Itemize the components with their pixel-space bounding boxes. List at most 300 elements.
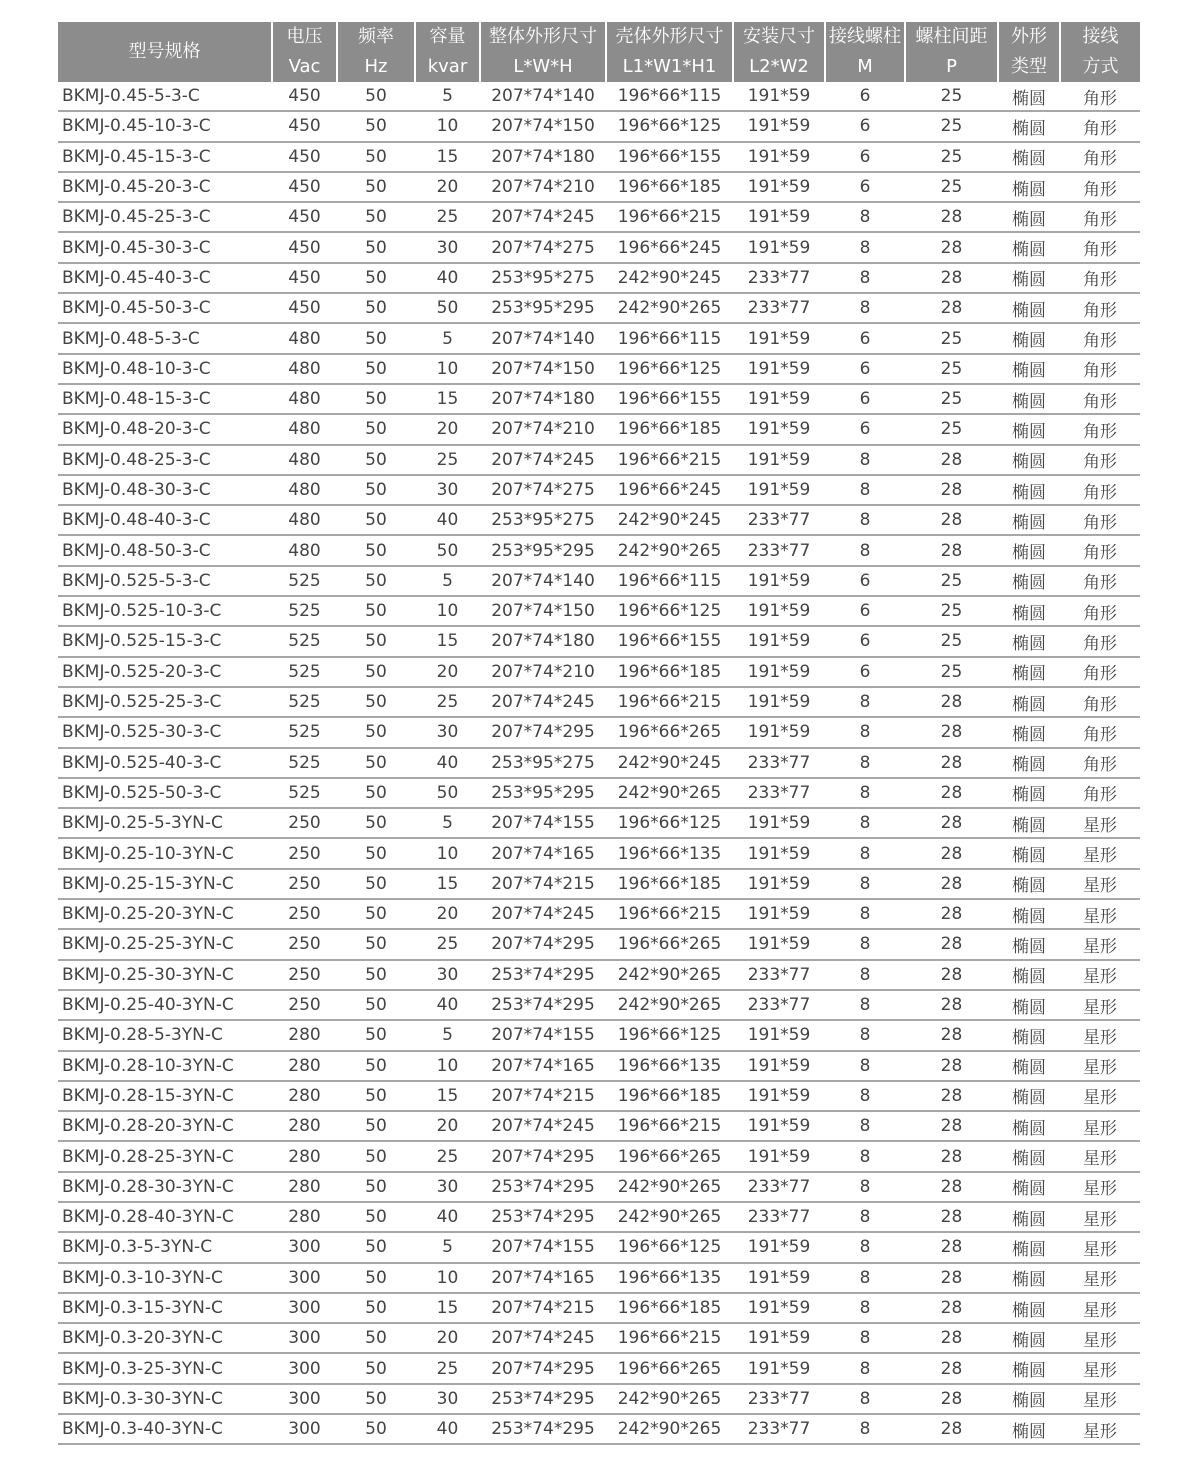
cell-voltage: 525 — [272, 596, 337, 626]
cell-terminal-stud: 8 — [825, 748, 905, 778]
cell-overall-size: 207*74*245 — [480, 1323, 606, 1353]
cell-model-spec: BKMJ-0.25-25-3YN-C — [58, 929, 272, 959]
cell-overall-size: 207*74*140 — [480, 323, 606, 353]
cell-frequency: 50 — [337, 899, 415, 929]
cell-frequency: 50 — [337, 445, 415, 475]
cell-overall-size: 207*74*180 — [480, 384, 606, 414]
cell-terminal-stud: 8 — [825, 960, 905, 990]
cell-connection-method: 星形 — [1060, 899, 1140, 929]
cell-shell-size: 242*90*265 — [606, 778, 733, 808]
cell-capacity: 15 — [415, 1293, 480, 1323]
column-header-line: P — [946, 56, 957, 77]
cell-connection-method: 星形 — [1060, 1202, 1140, 1232]
cell-overall-size: 253*95*275 — [480, 263, 606, 293]
cell-mounting-size: 233*77 — [733, 1414, 825, 1444]
cell-capacity: 5 — [415, 323, 480, 353]
cell-connection-method: 角形 — [1060, 445, 1140, 475]
table-row — [58, 748, 1140, 778]
cell-model-spec: BKMJ-0.45-30-3-C — [58, 232, 272, 262]
table-row — [58, 626, 1140, 656]
cell-frequency: 50 — [337, 475, 415, 505]
cell-connection-method: 星形 — [1060, 1051, 1140, 1081]
cell-voltage: 525 — [272, 748, 337, 778]
cell-capacity: 15 — [415, 1081, 480, 1111]
cell-model-spec: BKMJ-0.28-30-3YN-C — [58, 1172, 272, 1202]
cell-mounting-size: 191*59 — [733, 142, 825, 172]
cell-shell-size: 242*90*245 — [606, 263, 733, 293]
cell-voltage: 525 — [272, 717, 337, 747]
cell-capacity: 15 — [415, 626, 480, 656]
cell-connection-method: 角形 — [1060, 778, 1140, 808]
table-row — [58, 1020, 1140, 1050]
cell-overall-size: 207*74*155 — [480, 1232, 606, 1262]
cell-frequency: 50 — [337, 202, 415, 232]
cell-shape-type: 椭圆 — [998, 263, 1060, 293]
cell-voltage: 280 — [272, 1172, 337, 1202]
cell-shape-type: 椭圆 — [998, 172, 1060, 202]
column-header-connection-method — [1060, 22, 1140, 82]
cell-capacity: 20 — [415, 899, 480, 929]
cell-voltage: 450 — [272, 142, 337, 172]
cell-shape-type: 椭圆 — [998, 111, 1060, 141]
cell-voltage: 525 — [272, 687, 337, 717]
cell-mounting-size: 191*59 — [733, 354, 825, 384]
cell-connection-method: 角形 — [1060, 414, 1140, 444]
cell-capacity: 5 — [415, 808, 480, 838]
cell-voltage: 300 — [272, 1414, 337, 1444]
column-header-line: Vac — [288, 56, 321, 77]
cell-model-spec: BKMJ-0.28-5-3YN-C — [58, 1020, 272, 1050]
cell-model-spec: BKMJ-0.525-30-3-C — [58, 717, 272, 747]
cell-connection-method: 角形 — [1060, 535, 1140, 565]
cell-terminal-stud: 8 — [825, 990, 905, 1020]
cell-terminal-stud: 8 — [825, 1202, 905, 1232]
cell-shape-type: 椭圆 — [998, 626, 1060, 656]
cell-mounting-size: 191*59 — [733, 838, 825, 868]
cell-mounting-size: 233*77 — [733, 960, 825, 990]
cell-frequency: 50 — [337, 142, 415, 172]
cell-stud-spacing: 28 — [905, 1263, 998, 1293]
table-row — [58, 475, 1140, 505]
table-row — [58, 414, 1140, 444]
cell-terminal-stud: 6 — [825, 354, 905, 384]
cell-frequency: 50 — [337, 808, 415, 838]
cell-capacity: 50 — [415, 293, 480, 323]
cell-connection-method: 角形 — [1060, 142, 1140, 172]
cell-stud-spacing: 25 — [905, 384, 998, 414]
cell-frequency: 50 — [337, 1232, 415, 1262]
cell-mounting-size: 191*59 — [733, 566, 825, 596]
cell-terminal-stud: 6 — [825, 323, 905, 353]
cell-stud-spacing: 25 — [905, 323, 998, 353]
cell-model-spec: BKMJ-0.28-40-3YN-C — [58, 1202, 272, 1232]
cell-model-spec: BKMJ-0.48-20-3-C — [58, 414, 272, 444]
cell-voltage: 480 — [272, 505, 337, 535]
cell-stud-spacing: 28 — [905, 929, 998, 959]
cell-frequency: 50 — [337, 717, 415, 747]
cell-capacity: 25 — [415, 202, 480, 232]
cell-overall-size: 253*74*295 — [480, 1202, 606, 1232]
cell-shape-type: 椭圆 — [998, 1353, 1060, 1383]
cell-terminal-stud: 6 — [825, 384, 905, 414]
table-row — [58, 82, 1140, 111]
cell-stud-spacing: 25 — [905, 354, 998, 384]
cell-model-spec: BKMJ-0.28-10-3YN-C — [58, 1051, 272, 1081]
cell-capacity: 30 — [415, 1172, 480, 1202]
cell-shell-size: 196*66*265 — [606, 717, 733, 747]
cell-frequency: 50 — [337, 1384, 415, 1414]
cell-voltage: 250 — [272, 869, 337, 899]
cell-shell-size: 196*66*185 — [606, 657, 733, 687]
cell-mounting-size: 191*59 — [733, 232, 825, 262]
cell-stud-spacing: 25 — [905, 142, 998, 172]
cell-capacity: 15 — [415, 869, 480, 899]
cell-model-spec: BKMJ-0.48-25-3-C — [58, 445, 272, 475]
cell-shape-type: 椭圆 — [998, 1263, 1060, 1293]
cell-shape-type: 椭圆 — [998, 323, 1060, 353]
cell-shape-type: 椭圆 — [998, 1293, 1060, 1323]
cell-overall-size: 207*74*140 — [480, 566, 606, 596]
cell-frequency: 50 — [337, 414, 415, 444]
cell-stud-spacing: 28 — [905, 1414, 998, 1444]
cell-stud-spacing: 25 — [905, 414, 998, 444]
cell-overall-size: 207*74*140 — [480, 82, 606, 111]
cell-stud-spacing: 28 — [905, 899, 998, 929]
cell-shell-size: 196*66*245 — [606, 232, 733, 262]
cell-terminal-stud: 8 — [825, 1263, 905, 1293]
cell-shell-size: 196*66*215 — [606, 445, 733, 475]
cell-capacity: 15 — [415, 142, 480, 172]
cell-shell-size: 196*66*115 — [606, 82, 733, 111]
cell-capacity: 20 — [415, 414, 480, 444]
table-row — [58, 717, 1140, 747]
cell-mounting-size: 191*59 — [733, 657, 825, 687]
cell-terminal-stud: 8 — [825, 1172, 905, 1202]
cell-stud-spacing: 28 — [905, 535, 998, 565]
cell-mounting-size: 191*59 — [733, 687, 825, 717]
cell-shape-type: 椭圆 — [998, 1020, 1060, 1050]
cell-voltage: 450 — [272, 202, 337, 232]
cell-shell-size: 242*90*265 — [606, 1384, 733, 1414]
cell-stud-spacing: 28 — [905, 808, 998, 838]
cell-terminal-stud: 8 — [825, 899, 905, 929]
cell-frequency: 50 — [337, 232, 415, 262]
column-header-line: 螺柱间距 — [915, 26, 988, 47]
cell-frequency: 50 — [337, 354, 415, 384]
cell-frequency: 50 — [337, 838, 415, 868]
cell-connection-method: 星形 — [1060, 990, 1140, 1020]
cell-frequency: 50 — [337, 748, 415, 778]
cell-voltage: 525 — [272, 657, 337, 687]
cell-shell-size: 196*66*185 — [606, 1081, 733, 1111]
cell-frequency: 50 — [337, 505, 415, 535]
cell-shape-type: 椭圆 — [998, 899, 1060, 929]
table-row — [58, 384, 1140, 414]
spec-table — [58, 22, 1140, 1445]
cell-overall-size: 207*74*295 — [480, 1353, 606, 1383]
cell-shell-size: 242*90*265 — [606, 990, 733, 1020]
cell-capacity: 5 — [415, 566, 480, 596]
cell-model-spec: BKMJ-0.48-30-3-C — [58, 475, 272, 505]
cell-model-spec: BKMJ-0.28-15-3YN-C — [58, 1081, 272, 1111]
cell-overall-size: 207*74*245 — [480, 687, 606, 717]
cell-model-spec: BKMJ-0.45-20-3-C — [58, 172, 272, 202]
cell-frequency: 50 — [337, 929, 415, 959]
cell-shape-type: 椭圆 — [998, 202, 1060, 232]
cell-stud-spacing: 28 — [905, 293, 998, 323]
cell-mounting-size: 191*59 — [733, 1323, 825, 1353]
table-row — [58, 1353, 1140, 1383]
cell-model-spec: BKMJ-0.45-40-3-C — [58, 263, 272, 293]
cell-capacity: 10 — [415, 1051, 480, 1081]
cell-capacity: 40 — [415, 990, 480, 1020]
cell-terminal-stud: 8 — [825, 1141, 905, 1171]
column-header-line: 接线螺柱 — [829, 26, 901, 47]
cell-shell-size: 196*66*125 — [606, 354, 733, 384]
cell-connection-method: 角形 — [1060, 626, 1140, 656]
cell-mounting-size: 191*59 — [733, 929, 825, 959]
cell-terminal-stud: 8 — [825, 232, 905, 262]
table-row — [58, 111, 1140, 141]
cell-terminal-stud: 8 — [825, 687, 905, 717]
cell-stud-spacing: 28 — [905, 869, 998, 899]
cell-terminal-stud: 8 — [825, 445, 905, 475]
cell-terminal-stud: 8 — [825, 293, 905, 323]
cell-shell-size: 242*90*265 — [606, 1172, 733, 1202]
cell-capacity: 25 — [415, 1141, 480, 1171]
cell-shape-type: 椭圆 — [998, 929, 1060, 959]
cell-overall-size: 207*74*150 — [480, 111, 606, 141]
cell-mounting-size: 191*59 — [733, 1081, 825, 1111]
table-row — [58, 899, 1140, 929]
cell-connection-method: 星形 — [1060, 929, 1140, 959]
cell-model-spec: BKMJ-0.525-15-3-C — [58, 626, 272, 656]
cell-overall-size: 253*74*295 — [480, 960, 606, 990]
table-row — [58, 929, 1140, 959]
cell-capacity: 5 — [415, 82, 480, 111]
cell-capacity: 30 — [415, 717, 480, 747]
cell-mounting-size: 191*59 — [733, 475, 825, 505]
cell-mounting-size: 191*59 — [733, 717, 825, 747]
cell-stud-spacing: 28 — [905, 1353, 998, 1383]
cell-mounting-size: 191*59 — [733, 1141, 825, 1171]
cell-shell-size: 196*66*155 — [606, 384, 733, 414]
column-header-capacity — [415, 22, 480, 82]
cell-voltage: 250 — [272, 838, 337, 868]
cell-overall-size: 207*74*295 — [480, 929, 606, 959]
cell-shell-size: 196*66*125 — [606, 596, 733, 626]
cell-stud-spacing: 28 — [905, 1172, 998, 1202]
cell-shell-size: 242*90*245 — [606, 748, 733, 778]
cell-terminal-stud: 8 — [825, 1111, 905, 1141]
table-row — [58, 566, 1140, 596]
cell-overall-size: 253*74*295 — [480, 1384, 606, 1414]
cell-overall-size: 207*74*210 — [480, 172, 606, 202]
cell-terminal-stud: 6 — [825, 596, 905, 626]
cell-model-spec: BKMJ-0.525-50-3-C — [58, 778, 272, 808]
cell-mounting-size: 191*59 — [733, 82, 825, 111]
cell-mounting-size: 191*59 — [733, 1232, 825, 1262]
cell-model-spec: BKMJ-0.3-30-3YN-C — [58, 1384, 272, 1414]
cell-shell-size: 196*66*125 — [606, 1020, 733, 1050]
cell-terminal-stud: 6 — [825, 82, 905, 111]
cell-shell-size: 242*90*265 — [606, 1414, 733, 1444]
column-header-line: 安装尺寸 — [743, 26, 815, 47]
cell-model-spec: BKMJ-0.3-40-3YN-C — [58, 1414, 272, 1444]
cell-model-spec: BKMJ-0.25-5-3YN-C — [58, 808, 272, 838]
cell-stud-spacing: 28 — [905, 1232, 998, 1262]
column-header-terminal-stud — [825, 22, 905, 82]
cell-connection-method: 星形 — [1060, 808, 1140, 838]
cell-connection-method: 角形 — [1060, 172, 1140, 202]
cell-connection-method: 角形 — [1060, 111, 1140, 141]
cell-frequency: 50 — [337, 1051, 415, 1081]
cell-capacity: 40 — [415, 1414, 480, 1444]
cell-overall-size: 253*74*295 — [480, 1414, 606, 1444]
cell-overall-size: 253*74*295 — [480, 990, 606, 1020]
cell-model-spec: BKMJ-0.45-5-3-C — [58, 82, 272, 111]
cell-shell-size: 196*66*155 — [606, 142, 733, 172]
cell-terminal-stud: 8 — [825, 475, 905, 505]
cell-mounting-size: 191*59 — [733, 111, 825, 141]
column-header-overall-size — [480, 22, 606, 82]
cell-shell-size: 196*66*135 — [606, 1263, 733, 1293]
cell-shape-type: 椭圆 — [998, 748, 1060, 778]
column-header-line: kvar — [427, 56, 468, 77]
cell-shell-size: 196*66*185 — [606, 1293, 733, 1323]
cell-shell-size: 196*66*115 — [606, 323, 733, 353]
cell-stud-spacing: 28 — [905, 445, 998, 475]
cell-terminal-stud: 8 — [825, 1051, 905, 1081]
cell-frequency: 50 — [337, 1293, 415, 1323]
cell-stud-spacing: 25 — [905, 172, 998, 202]
cell-terminal-stud: 8 — [825, 1353, 905, 1383]
cell-model-spec: BKMJ-0.25-40-3YN-C — [58, 990, 272, 1020]
cell-mounting-size: 233*77 — [733, 535, 825, 565]
cell-overall-size: 253*95*295 — [480, 293, 606, 323]
table-row — [58, 1111, 1140, 1141]
cell-connection-method: 角形 — [1060, 384, 1140, 414]
cell-shape-type: 椭圆 — [998, 293, 1060, 323]
cell-shape-type: 椭圆 — [998, 354, 1060, 384]
table-row — [58, 445, 1140, 475]
column-header-voltage — [272, 22, 337, 82]
cell-shell-size: 196*66*185 — [606, 172, 733, 202]
cell-capacity: 30 — [415, 960, 480, 990]
cell-shell-size: 196*66*115 — [606, 566, 733, 596]
cell-model-spec: BKMJ-0.3-10-3YN-C — [58, 1263, 272, 1293]
cell-capacity: 40 — [415, 1202, 480, 1232]
cell-shape-type: 椭圆 — [998, 232, 1060, 262]
cell-shell-size: 242*90*265 — [606, 293, 733, 323]
cell-model-spec: BKMJ-0.525-5-3-C — [58, 566, 272, 596]
cell-connection-method: 星形 — [1060, 1414, 1140, 1444]
cell-shell-size: 196*66*155 — [606, 626, 733, 656]
cell-capacity: 30 — [415, 232, 480, 262]
cell-mounting-size: 191*59 — [733, 414, 825, 444]
cell-connection-method: 角形 — [1060, 82, 1140, 111]
cell-shape-type: 椭圆 — [998, 1111, 1060, 1141]
cell-capacity: 20 — [415, 1111, 480, 1141]
cell-voltage: 480 — [272, 475, 337, 505]
cell-connection-method: 星形 — [1060, 1020, 1140, 1050]
table-row — [58, 869, 1140, 899]
cell-frequency: 50 — [337, 82, 415, 111]
cell-voltage: 280 — [272, 1111, 337, 1141]
cell-connection-method: 角形 — [1060, 505, 1140, 535]
cell-connection-method: 星形 — [1060, 1172, 1140, 1202]
cell-terminal-stud: 8 — [825, 535, 905, 565]
cell-mounting-size: 191*59 — [733, 808, 825, 838]
cell-shape-type: 椭圆 — [998, 445, 1060, 475]
table-row — [58, 535, 1140, 565]
cell-stud-spacing: 28 — [905, 232, 998, 262]
column-header-line: Hz — [364, 56, 388, 77]
cell-connection-method: 角形 — [1060, 263, 1140, 293]
cell-mounting-size: 191*59 — [733, 1111, 825, 1141]
cell-capacity: 20 — [415, 1323, 480, 1353]
column-header-line: L1*W1*H1 — [622, 56, 717, 77]
cell-terminal-stud: 6 — [825, 414, 905, 444]
cell-connection-method: 角形 — [1060, 566, 1140, 596]
cell-shell-size: 196*66*215 — [606, 899, 733, 929]
table-row — [58, 505, 1140, 535]
cell-shape-type: 椭圆 — [998, 142, 1060, 172]
cell-model-spec: BKMJ-0.48-5-3-C — [58, 323, 272, 353]
cell-overall-size: 253*95*275 — [480, 748, 606, 778]
table-row — [58, 293, 1140, 323]
cell-overall-size: 207*74*245 — [480, 445, 606, 475]
column-header-shell-size — [606, 22, 733, 82]
cell-overall-size: 207*74*150 — [480, 354, 606, 384]
cell-terminal-stud: 6 — [825, 142, 905, 172]
cell-stud-spacing: 28 — [905, 505, 998, 535]
column-header-line: M — [857, 56, 873, 77]
cell-mounting-size: 191*59 — [733, 1020, 825, 1050]
cell-stud-spacing: 28 — [905, 202, 998, 232]
table-row — [58, 960, 1140, 990]
cell-overall-size: 207*74*275 — [480, 475, 606, 505]
cell-stud-spacing: 25 — [905, 566, 998, 596]
cell-model-spec: BKMJ-0.48-15-3-C — [58, 384, 272, 414]
cell-model-spec: BKMJ-0.525-40-3-C — [58, 748, 272, 778]
cell-connection-method: 角形 — [1060, 687, 1140, 717]
cell-overall-size: 207*74*215 — [480, 869, 606, 899]
cell-terminal-stud: 6 — [825, 172, 905, 202]
table-row — [58, 142, 1140, 172]
cell-terminal-stud: 8 — [825, 869, 905, 899]
table-row — [58, 990, 1140, 1020]
table-row — [58, 1081, 1140, 1111]
cell-shell-size: 196*66*215 — [606, 1111, 733, 1141]
cell-stud-spacing: 28 — [905, 1081, 998, 1111]
cell-connection-method: 角形 — [1060, 748, 1140, 778]
cell-voltage: 280 — [272, 1020, 337, 1050]
column-header-line: 频率 — [358, 26, 394, 47]
cell-connection-method: 星形 — [1060, 1232, 1140, 1262]
cell-terminal-stud: 8 — [825, 1081, 905, 1111]
cell-voltage: 280 — [272, 1202, 337, 1232]
cell-shell-size: 196*66*185 — [606, 414, 733, 444]
cell-mounting-size: 191*59 — [733, 172, 825, 202]
cell-shape-type: 椭圆 — [998, 1081, 1060, 1111]
cell-shape-type: 椭圆 — [998, 1384, 1060, 1414]
cell-frequency: 50 — [337, 172, 415, 202]
cell-shape-type: 椭圆 — [998, 990, 1060, 1020]
cell-mounting-size: 191*59 — [733, 899, 825, 929]
column-header-model-spec — [58, 22, 272, 82]
cell-overall-size: 207*74*180 — [480, 626, 606, 656]
